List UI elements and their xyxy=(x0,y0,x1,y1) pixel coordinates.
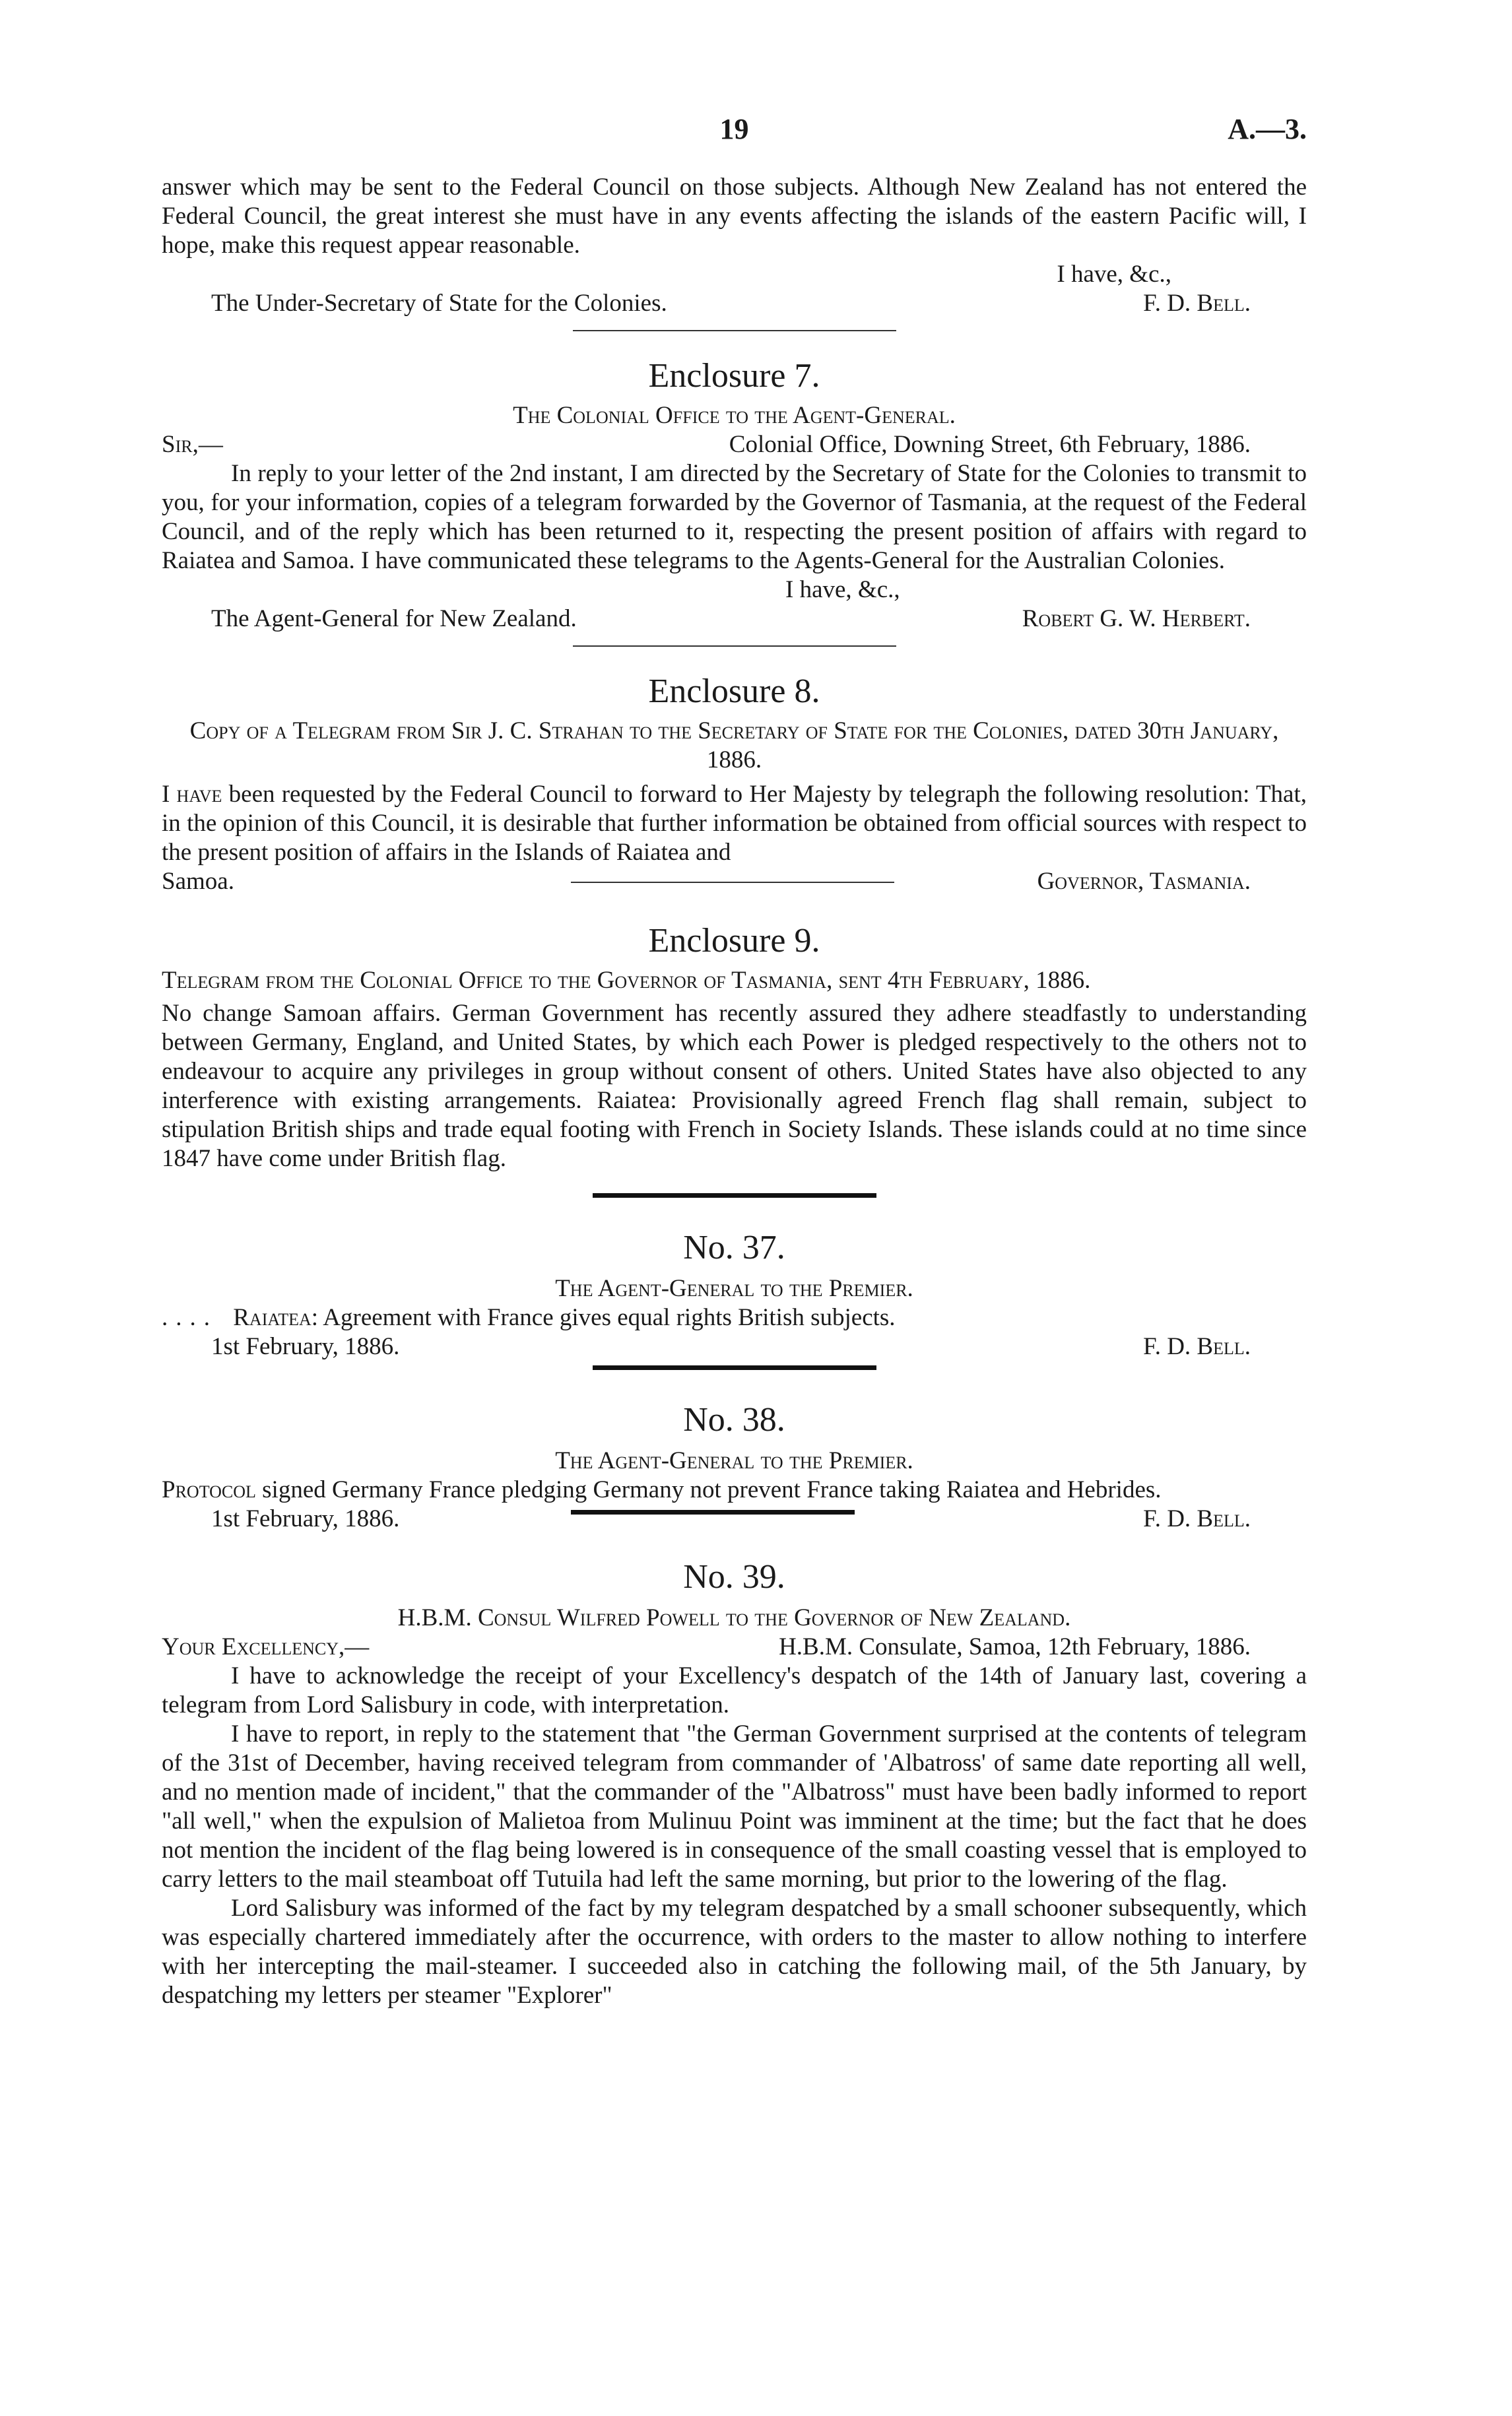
enclosure-subtitle: The Colonial Office to the Agent-General. xyxy=(513,402,956,429)
signature: F. D. Bell. xyxy=(1143,1333,1251,1360)
paragraph-lead: I have xyxy=(162,781,222,808)
no-38 xyxy=(162,1400,1307,1534)
letter-paragraph xyxy=(162,1303,1307,1332)
salutation-row xyxy=(162,1633,1307,1662)
enclosure-title: Enclosure 9. xyxy=(648,922,820,960)
no-37 xyxy=(162,1228,1307,1370)
salutation-row xyxy=(162,430,1307,459)
divider xyxy=(593,1365,876,1370)
addressee-row xyxy=(162,604,1307,634)
enclosure-paragraph: No change Samoan affairs. German Government has recently assured they adhere steadfastly to understanding between Germany, England, and United States, by which each Power is pledged respectively to the others not to endeavour to acquire any privileges in group without consent of others. United States have also objected to any interference with existing arrangements. Raiatea: Provisionally agreed French flag shall remain, subject to stipulation British ships and trade equal footing with French in Society Islands. These islands could at no time since 1847 have come under British flag. xyxy=(162,1000,1307,1172)
page-number: 19 xyxy=(719,113,749,145)
enclosure-subtitle: Copy of a Telegram from Sir J. C. Strahan to the Secretary of State for the Colonies, dated 30th January, 1886. xyxy=(189,717,1279,773)
letter-subtitle: H.B.M. Consul Wilfred Powell to the Governor of New Zealand. xyxy=(397,1604,1071,1631)
enclosure-title: Enclosure 7. xyxy=(648,357,820,395)
salutation: Your Excellency,— xyxy=(162,1633,370,1660)
date: 1st February, 1886. xyxy=(211,1505,400,1532)
intro-paragraph: answer which may be sent to the Federal Council on those subjects. Although New Zealand has not entered the Federal Council, the great interest she must have in any events affecting the islands of the eastern Pacific will, I hope, make this request appear reasonable. xyxy=(162,174,1307,259)
divider xyxy=(593,1193,876,1198)
paragraph-text: Agreement with France gives equal rights British subjects. xyxy=(323,1304,896,1331)
date-row xyxy=(162,1505,1307,1534)
divider xyxy=(571,1510,855,1515)
divider xyxy=(573,645,896,647)
paragraph-lead: Protocol xyxy=(162,1476,256,1503)
divider xyxy=(571,882,894,883)
letter-paragraph: I have to acknowledge the receipt of your Excellency's despatch of the 14th of January last, covering a telegram from Lord Salisbury in code, with interpretation. xyxy=(162,1662,1307,1718)
closing-row xyxy=(162,575,1307,604)
closing-row xyxy=(162,260,1307,289)
no-39 xyxy=(162,1557,1307,2010)
signature: Governor, Tasmania. xyxy=(1037,868,1251,895)
enclosure-title: Enclosure 8. xyxy=(648,672,820,710)
enclosure-7 xyxy=(162,356,1307,647)
letter-number: No. 39. xyxy=(683,1558,785,1596)
letter-number: No. 38. xyxy=(683,1401,785,1439)
enclosure-paragraph xyxy=(162,780,1307,867)
letter-subtitle: The Agent-General to the Premier. xyxy=(555,1275,913,1302)
document-body xyxy=(162,173,1307,2010)
letter-paragraph xyxy=(162,1476,1307,1505)
addressee-row xyxy=(162,289,1307,318)
letter-subtitle: The Agent-General to the Premier. xyxy=(555,1447,913,1474)
addressee: The Under-Secretary of State for the Colonies. xyxy=(211,290,667,317)
paragraph-text: signed Germany France pledging Germany not prevent France taking Raiatea and Hebrides. xyxy=(262,1476,1162,1503)
place-date: H.B.M. Consulate, Samoa, 12th February, 1886. xyxy=(779,1633,1251,1660)
closing: I have, &c., xyxy=(1057,261,1171,288)
date-row xyxy=(162,1332,1307,1361)
letter-paragraph: I have to report, in reply to the statement that "the German Government surprised at the contents of telegram of the 31st of December, having received telegram from commander of 'Albatross' of same date reporting all well, and no mention made of incident," that the commander of the "Albatross" must have been badly informed to report "all well," when the expulsion of Malietoa from Mulinuu Point was imminent at the time; but the fact that he does not mention the incident of the flag being lowered is in consequence of the small coasting vessel that is employed to carry letters to the mail steamboat off Tutuila had left the same morning, but prior to the lowering of the flag. xyxy=(162,1720,1307,1893)
document-code: A.—3. xyxy=(1228,113,1307,145)
letter-paragraph: Lord Salisbury was informed of the fact by my telegram despatched by a small schooner subsequently, which was especially chartered immediately after the occurrence, with orders to the master to allow nothing to interfere with her intercepting the mail-steamer. I succeeded also in catching the following mail, of the 5th January, by despatching my letters per steamer "Explorer" xyxy=(162,1895,1307,2009)
enclosure-subtitle: Telegram from the Colonial Office to the Governor of Tasmania, sent 4th February, 1886. xyxy=(162,967,1091,994)
divider xyxy=(573,330,896,331)
addressee: The Agent-General for New Zealand. xyxy=(211,605,577,632)
date: 1st February, 1886. xyxy=(211,1333,400,1360)
enclosure-9 xyxy=(162,921,1307,1198)
signature: Robert G. W. Herbert. xyxy=(1022,605,1251,632)
last-word: Samoa. xyxy=(162,868,234,895)
letter-number: No. 37. xyxy=(683,1229,785,1266)
ellipsis: .... xyxy=(162,1304,218,1331)
enclosure-paragraph: In reply to your letter of the 2nd instant, I am directed by the Secretary of State for the Colonies to transmit to you, for your information, copies of a telegram forwarded by the Governor of Tasmania, at the request of the Federal Council, and of the reply which has been returned to it, respecting the present position of affairs with regard to Raiatea and Samoa. I have communicated these telegrams to the Agents-General for the Australian Colonies. xyxy=(162,460,1307,574)
intro-section xyxy=(162,173,1307,331)
closing: I have, &c., xyxy=(785,576,900,603)
place-date: Colonial Office, Downing Street, 6th February, 1886. xyxy=(729,431,1251,458)
enclosure-8 xyxy=(162,672,1307,896)
paragraph-text: been requested by the Federal Council to forward to Her Majesty by telegraph the following resolution: That, in the opinion of this Council, it is desirable that further information be obtained from official sources with respect to the present position of affairs in the Islands of Raiatea and xyxy=(162,781,1307,866)
salutation: Sir,— xyxy=(162,431,223,458)
signature: F. D. Bell. xyxy=(1143,1505,1251,1532)
signature-row xyxy=(162,867,1307,896)
paragraph-lead: Raiatea: xyxy=(233,1304,319,1331)
signature: F. D. Bell. xyxy=(1143,290,1251,317)
page-header xyxy=(162,112,1307,152)
